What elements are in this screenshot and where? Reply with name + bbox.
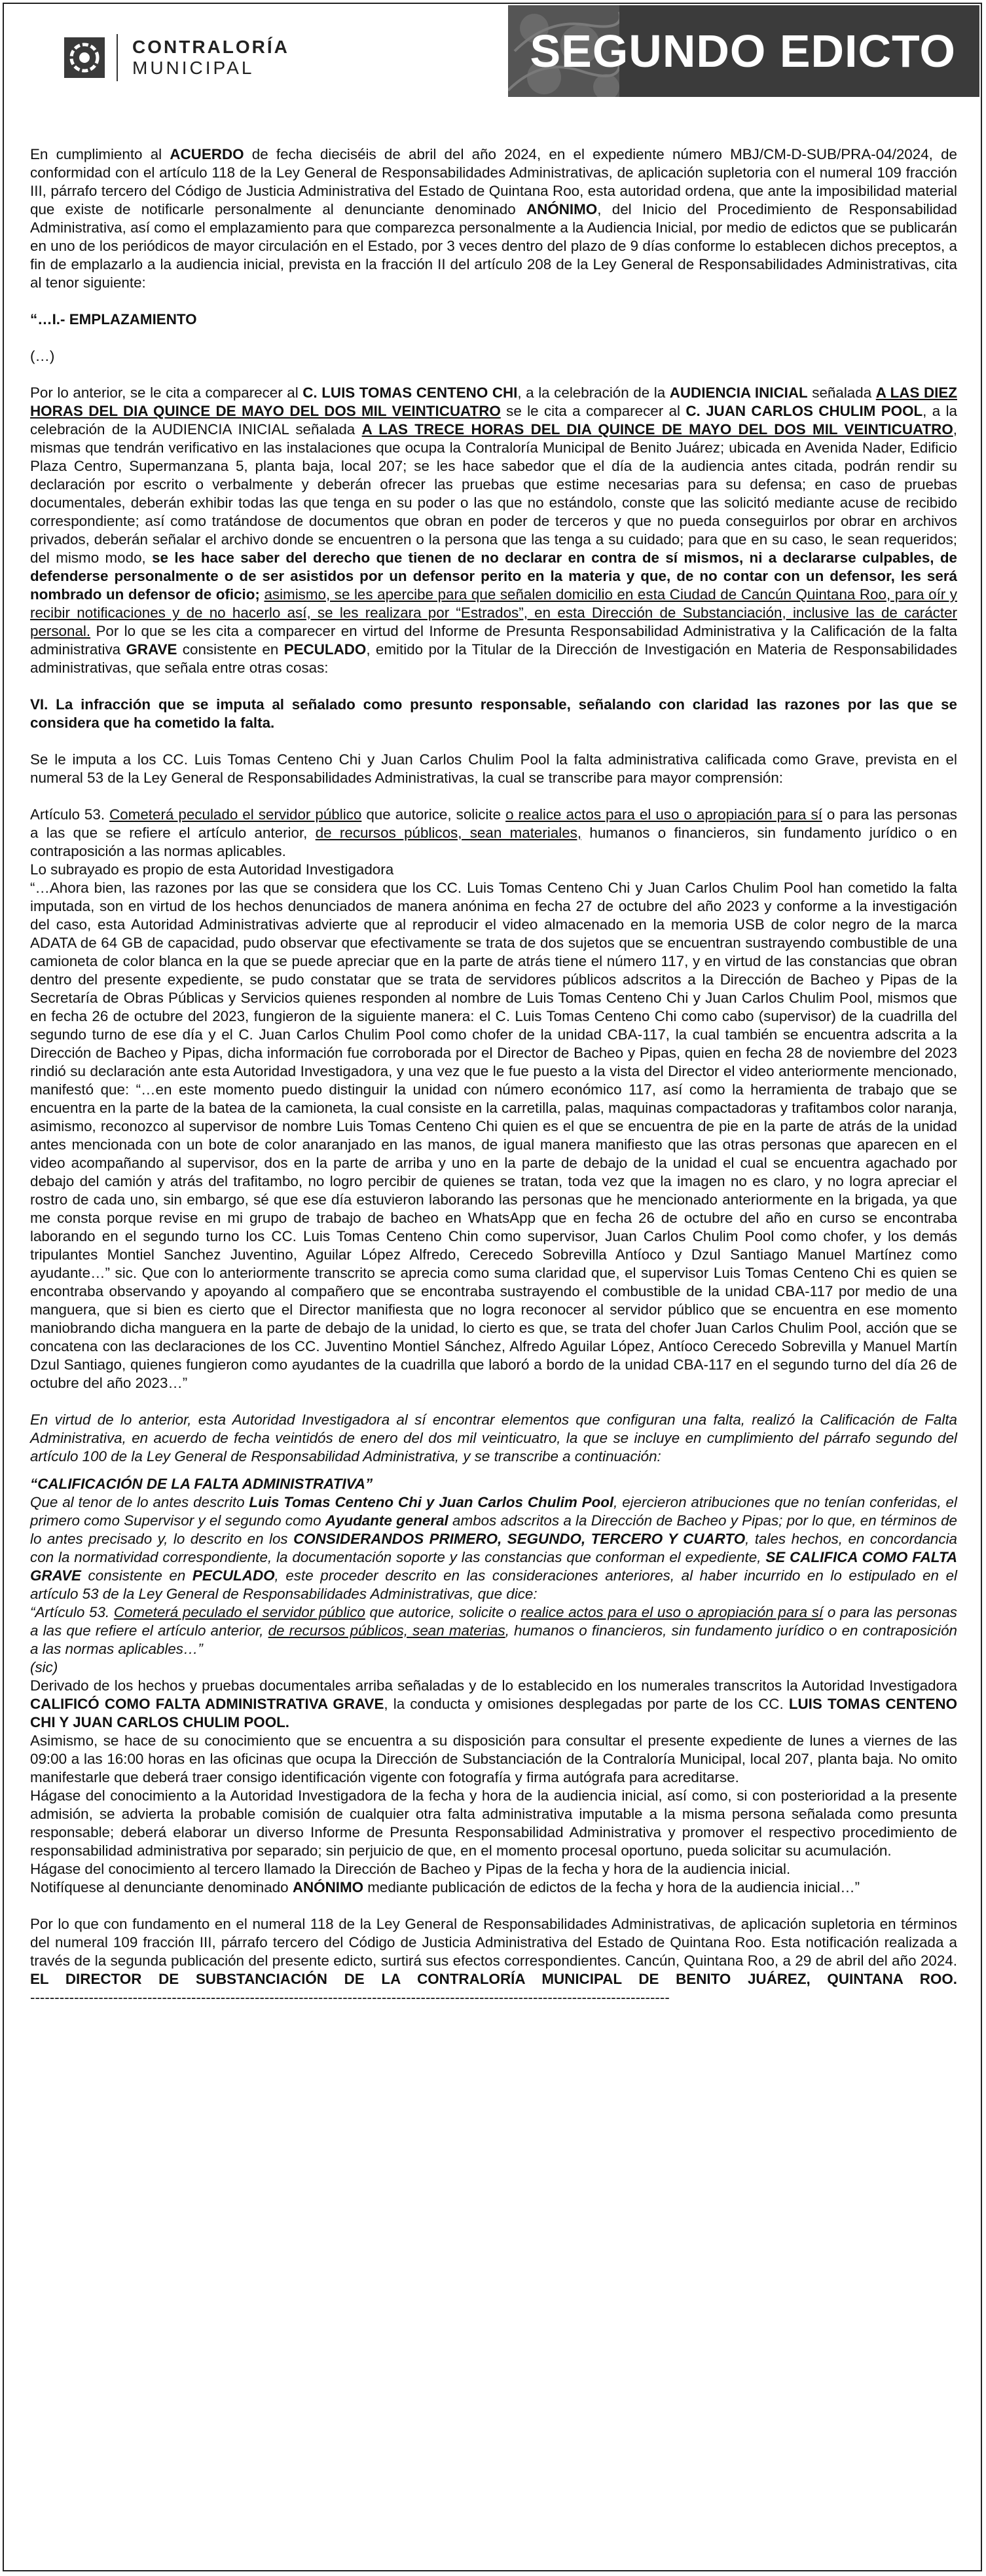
underline-note: Lo subrayado es propio de esta Autoridad Investigadora bbox=[30, 861, 394, 878]
citation-paragraph bbox=[30, 384, 957, 677]
text: señalada bbox=[807, 384, 876, 401]
text: Por lo que con fundamento en el numeral 118 de la Ley General de Responsabilidades Administrativas, de aplicación supletoria en términos del numeral 109 fracción III, párrafo tercero del Código de Justicia Administrativa del Estado de Quintana Roo. Esta notificación realizada a través de la segunda publicación del presente edicto, surtirá sus efectos correspondientes. Cancún, Quintana Roo, a 29 de abril del año 2024. bbox=[30, 1916, 957, 1969]
contraloria-logo bbox=[64, 31, 289, 84]
text: Artículo 53. bbox=[30, 806, 110, 823]
section-vi-heading: VI. La infracción que se imputa al señalado como presunto responsable, señalando con claridad las razones por las que se considera que ha cometido la falta. bbox=[30, 696, 957, 731]
logo-text bbox=[132, 37, 289, 79]
text: , humanos o financieros, sin fundamento jurídico o en contraposición a las normas aplicables…” bbox=[30, 1622, 958, 1657]
sic-note: (sic) bbox=[30, 1659, 58, 1675]
edict-body bbox=[30, 145, 957, 2025]
text: que autorice, solicite bbox=[361, 806, 506, 823]
closing-paragraph bbox=[30, 1915, 957, 2007]
reasons-paragraph: “…Ahora bien, las razones por las que se considera que los CC. Luis Tomas Centeno Chi y Juan Carlos Chulim Pool han cometido la falta imputada, son en virtud de los hechos denunciados de manera anónima en fecha 27 de octubre del año 2023 y conforme a la investigación del caso, esta Autoridad Administrativas advierte que al reproducir el video almacenado en la memoria USB de color negro de la marca ADATA de 64 GB de capacidad, pudo observar que efectivamente se trata de dos sujetos que se encuentran sustrayendo combustible de una camioneta de color blanca en la que se puede apreciar que en la parte de atrás tiene el número 117, y en virtud de las constancias que obran dentro del presente expediente, se pudo constatar que se trata de servidores públicos adscritos a la Dirección de Bacheo y Pipas de la Secretaría de Obras Públicas y Servicios quienes responden al nombre de Luis Tomas Centeno Chi y Juan Carlos Chulim Pool, mismos que en fecha 26 de octubre del 2023, fungieron de la siguiente manera: el C. Luis Tomas Centeno Chi como cabo (supervisor) de la cuadrilla del segundo turno de ese día y el C. Juan Carlos Chulim Pool como chofer de la unidad CBA-117, la cual también se encuentra adscrita a la Dirección de Bacheo y Pipas, dicha información fue corroborada por el Director de Bacheo y Pipas, quien en fecha 28 de noviembre del 2023 rindió su declaración ante esta Autoridad Investigadora, y una vez que le fue puesto a la vista del Director el video anteriormente mencionado, manifestó que: “…en este momento puedo distinguir la unidad con número económico 117, así como la herramienta de trabajo que se encuentra en la parte de la batea de la camioneta, la cual consiste en la carretilla, palas, maquinas compactadoras y trafitambos color naranja, asimismo, reconozco al supervisor de nombre Luis Tomas Centeno Chi quien es el que se encuentra de pie en la parte de atrás de la unidad antes mencionada con un bote de color anaranjado en las manos, de igual manera manifiesto que las otras personas que aparecen en el video acompañando al supervisor, dos en la parte de arriba y uno en la parte de debajo de la unidad el cual se encuentra agachado por debajo del camión y atrás del trafitambo, no logro percibir de quienes se tratan, toda vez que la imagen no es claro, y no logra apreciar el rostro de cada uno, sin embargo, sé que ese día estuvieron laborando las personas que he mencionado anteriormente en la brigada, ya que me consta porque revise en mi grupo de trabajo de bacheo en WhatsApp que en fecha 26 de octubre del año en curso se encontraba laborando en el segundo turno los CC. Luis Tomas Centeno Chin como supervisor, Juan Carlos Chulim Pool como chofer, y los demás tripulantes Montiel Sanchez Juventino, Aguilar López Alfredo, Cerecedo Sobrevilla Antíoco y Dzul Santiago Manuel Martínez como ayudante…” sic. Que con lo anteriormente transcrito se aprecia como suma claridad que, el supervisor Luis Tomas Centeno Chi es quien se encontraba observando y apoyando al compañero que se encontraba sustrayendo el combustible de la unidad CBA-117 por medio de una manguera, que si bien es cierto que el Director manifiesta que no logra reconocer al servidor público que se encuentra en ese momento maniobrando dicha manguera en la parte de debajo de la unidad, lo cierto es que, se trata del chofer Juan Carlos Chulim Pool, acción que se concatena con las declaraciones de los CC. Juventino Montiel Sánchez, Alfredo Aguilar López, Antíoco Cerecedo Sobrevilla y Manuel Martín Dzul Santiago, quienes fungieron como ayudantes de la cuadrilla que laboró a bordo de la unidad CBA-117 en el segundo turno del día 26 de octubre del año 2023…” bbox=[30, 880, 957, 1391]
emplazamiento-heading: “…I.- EMPLAZAMIENTO bbox=[30, 311, 197, 327]
title-banner bbox=[508, 5, 979, 97]
dash-line: ----------------------------------------------------------------------------------------------------------------------------------- bbox=[30, 1989, 670, 2006]
bold-text: GRAVE bbox=[126, 641, 177, 658]
bold-text: ACUERDO bbox=[170, 146, 244, 162]
investigator-notice-paragraph: Hágase del conocimiento a la Autoridad Investigadora de la fecha y hora de la audiencia inicial, así como, si con posterioridad a la presente admisión, se advierta la probable comisión de cualquier otra falta administrativa imputable a la misma persona señalada como presunta responsable; deberá elaborar un diverso Informe de Presunta Responsabilidad Administrativa y promover el respectivo procedimiento de responsabilidad administrativa por separado; sin perjuicio de que, en el momento procesal oportuno, pueda solicitar su acumulación. bbox=[30, 1787, 957, 1859]
availability-paragraph: Asimismo, se hace de su conocimiento que se encuentra a su disposición para consultar el presente expediente de lunes a viernes de las 09:00 a las 16:00 horas en las oficinas que ocupa la Dirección de Substanciación de la Contraloría Municipal, local 207, planta baja. No omito manifestarle que deberá traer consigo identificación vigente con fotografía y firma autógrafa para acreditarse. bbox=[30, 1732, 957, 1785]
municipal-seal-icon bbox=[64, 37, 105, 78]
text: , tales hechos, en concordancia con la normatividad correspondiente, la documentación soporte y las constancias que conforman el expediente, bbox=[30, 1531, 958, 1565]
text: consistente en bbox=[81, 1567, 192, 1584]
org-name-line1: CONTRALORÍA bbox=[132, 36, 289, 57]
text: o para las personas a las que se refiere el artículo anterior, bbox=[30, 806, 957, 841]
text: , a la celebración de la bbox=[517, 384, 670, 401]
bold-text: se les hace saber del derecho que tienen de no declarar en contra de sí mismos, ni a declararse culpables, de defenderse personalmente o de ser asistidos por un defensor perito en la materia y que, de no contar con un defensor, les será nombrado un defensor de oficio; bbox=[30, 550, 957, 603]
bold-text: CALIFICÓ COMO FALTA ADMINISTRATIVA GRAVE bbox=[30, 1696, 384, 1712]
bold-text: C. LUIS TOMAS CENTENO CHI bbox=[302, 384, 518, 401]
text: mediante publicación de edictos de la fecha y hora de la audiencia inicial…” bbox=[363, 1879, 860, 1895]
bold-text: ANÓNIMO bbox=[292, 1879, 364, 1895]
edict-page bbox=[3, 3, 982, 2571]
text: o para las personas a las que refiere el artículo anterior, bbox=[30, 1604, 957, 1639]
text: Derivado de los hechos y pruebas documentales arriba señaladas y de lo establecido en los numerales transcritos la Autoridad Investigadora bbox=[30, 1677, 957, 1694]
underline-text: Cometerá peculado el servidor público bbox=[113, 1604, 365, 1620]
denunciante-notice bbox=[30, 1878, 957, 1897]
bold-text: PECULADO bbox=[192, 1567, 275, 1584]
bold-text: SE CALIFICA COMO FALTA GRAVE bbox=[30, 1549, 958, 1584]
underline-text: de recursos públicos, sean materiales, bbox=[315, 825, 582, 841]
bold-underline-text: A LAS TRECE HORAS DEL DIA QUINCE DE MAYO DEL DOS MIL VEINTICUATRO bbox=[361, 421, 953, 438]
intro-paragraph bbox=[30, 145, 957, 292]
bold-text: Luis Tomas Centeno Chi y Juan Carlos Chulim Pool bbox=[249, 1494, 614, 1510]
text: Notifíquese al denunciante denominado bbox=[30, 1879, 293, 1895]
text: Por lo que se les cita a comparecer en virtud del Informe de Presunta Responsabilidad Administrativa y la Calificación de la falta administrativa bbox=[30, 623, 957, 658]
qualification-title: “CALIFICACIÓN DE LA FALTA ADMINISTRATIVA” bbox=[30, 1476, 373, 1492]
bold-text: ANÓNIMO bbox=[526, 201, 598, 217]
bold-text: CONSIDERANDOS PRIMERO, SEGUNDO, TERCERO Y CUARTO bbox=[293, 1531, 746, 1547]
bold-text: PECULADO bbox=[283, 641, 367, 658]
text: , este proceder descrito en las consideraciones anteriores, al haber incurrido en lo estipulado en el artículo 53 de la Ley General de Responsabilidades Administrativas, que dice: bbox=[30, 1567, 957, 1602]
text: consistente en bbox=[177, 641, 284, 658]
underline-text: asimismo, se les apercibe para que señalen domicilio en esta Ciudad de Cancún Quintana Roo, para oír y recibir notificaciones y de no hacerlo así, se les realizara por “Estrados”, en esta Dirección de Substanciación, inclusive las de carácter personal. bbox=[30, 586, 957, 639]
edict-title: SEGUNDO EDICTO bbox=[530, 26, 956, 77]
bold-underline-text: A LAS DIEZ HORAS DEL DIA QUINCE DE MAYO DEL DOS MIL VEINTICUATRO bbox=[30, 384, 957, 419]
ellipsis: (…) bbox=[30, 348, 55, 364]
text: Que al tenor de lo antes descrito bbox=[30, 1494, 249, 1510]
text: se le cita a comparecer al bbox=[500, 403, 686, 419]
qualification-paragraph bbox=[30, 1493, 957, 1603]
text: , mismas que tendrán verificativo en las instalaciones que ocupa la Contraloría Municipal de Benito Juárez; ubicada en Avenida Nader, Edificio Plaza Centro, Supermanzana 5, planta baja, local 207; se les hace sabedor que el día de la audiencia antes citada, podrán rendir su declaración por escrito o verbalmente y deberán ofrecer las pruebas que estime necesarias para su defensa; en caso de pruebas documentales, deberán exhibir todas las que tenga en su poder o las que no estándolo, conste que las solicitó mediante acuse de recibido correspondiente; así como tratándose de documentos que obran en poder de terceros y que no pueda conseguirlos por obrar en archivos privados, deberán señalar el archivo donde se encuentren o la persona que las tenga a su cuidado; para que en su caso, le sean requeridos; del mismo modo, bbox=[30, 421, 957, 566]
text: , ejercieron atribuciones que no tenían conferidas, el primero como Supervisor y el segundo como bbox=[30, 1494, 957, 1529]
org-name-line2: MUNICIPAL bbox=[132, 58, 255, 78]
third-party-notice: Hágase del conocimiento al tercero llamado la Dirección de Bacheo y Pipas de la fecha y hora de la audiencia inicial. bbox=[30, 1861, 791, 1877]
logo-divider bbox=[117, 34, 118, 81]
text: , emitido por la Titular de la Dirección de Investigación en Materia de Responsabilidades administrativas, que señala entre otras cosas: bbox=[30, 641, 957, 676]
qualification-intro: En virtud de lo anterior, esta Autoridad Investigadora al sí encontrar elementos que configuran una falta, realizó la Calificación de Falta Administrativa, en acuerdo de fecha veintidós de enero del dos mil veinticuatro, la que se incluye en cumplimiento del párrafo segundo del artículo 100 de la Ley General de Responsabilidad Administrativa, y se transcribe a continuación: bbox=[30, 1411, 957, 1465]
text: humanos o financieros, sin fundamento jurídico o en contraposición a las normas aplicables. bbox=[30, 825, 957, 859]
article-53-quote-2 bbox=[30, 1603, 957, 1658]
text: de fecha dieciséis de abril del año 2024, en el expediente número MBJ/CM-D-SUB/PRA-04/2024, de conformidad con el artículo 118 de la Ley General de Responsabilidades Administrativas, de aplicación supletoria con el numeral 109 fracción III, párrafo tercero del Código de Justicia Administrativa del Estado de Quintana Roo, esta autoridad ordena, que ante la imposibilidad material que existe de notificarle personalmente al denunciante denominado bbox=[30, 146, 957, 217]
text: , a la celebración de la AUDIENCIA INICIAL señalada bbox=[30, 403, 957, 438]
text: En cumplimiento al bbox=[30, 146, 170, 162]
bold-text: Ayudante general bbox=[325, 1512, 448, 1529]
header bbox=[5, 5, 979, 105]
article-53-quote bbox=[30, 806, 957, 861]
bold-text: C. JUAN CARLOS CHULIM POOL bbox=[685, 403, 923, 419]
underline-text: o realice actos para el uso o apropiación para sí bbox=[505, 806, 822, 823]
underline-text: Cometerá peculado el servidor público bbox=[109, 806, 362, 823]
text: ambos adscritos a la Dirección de Bacheo y Pipas; por lo que, en términos de lo antes precisado y, lo descrito en los bbox=[30, 1512, 958, 1547]
underline-text: de recursos públicos, sean materias bbox=[268, 1622, 505, 1639]
text: “Artículo 53. bbox=[30, 1604, 114, 1620]
signatory: EL DIRECTOR DE SUBSTANCIACIÓN DE LA CONTRALORÍA MUNICIPAL DE BENITO JUÁREZ, QUINTANA ROO. bbox=[30, 1971, 957, 1987]
text: , la conducta y omisiones desplegadas por parte de los CC. bbox=[384, 1696, 789, 1712]
text: , del Inicio del Procedimiento de Responsabilidad Administrativa, así como el emplazamiento para que comparezca personalmente a la Audiencia Inicial, por medio de edictos que se publicarán en uno de los periódicos de mayor circulación en el Estado, por 3 veces dentro del plazo de 9 días conforme lo establecen dichos preceptos, a fin de emplazarlo a la audiencia inicial, prevista en la fracción II del artículo 208 de la Ley General de Responsabilidades Administrativas, cita al tenor siguiente: bbox=[30, 201, 957, 291]
imputation-paragraph: Se le imputa a los CC. Luis Tomas Centeno Chi y Juan Carlos Chulim Pool la falta administrativa calificada como Grave, prevista en el numeral 53 de la Ley General de Responsabilidades Administrativas, la cual se transcribe para mayor comprensión: bbox=[30, 751, 957, 786]
text: Por lo anterior, se le cita a comparecer al bbox=[30, 384, 303, 401]
bold-text: LUIS TOMAS CENTENO CHI Y JUAN CARLOS CHULIM POOL. bbox=[30, 1696, 957, 1730]
text: que autorice, solicite o bbox=[365, 1604, 521, 1620]
bold-text: AUDIENCIA INICIAL bbox=[669, 384, 808, 401]
underline-text: realice actos para el uso o apropiación para sí bbox=[520, 1604, 824, 1620]
derivation-paragraph bbox=[30, 1677, 957, 1732]
